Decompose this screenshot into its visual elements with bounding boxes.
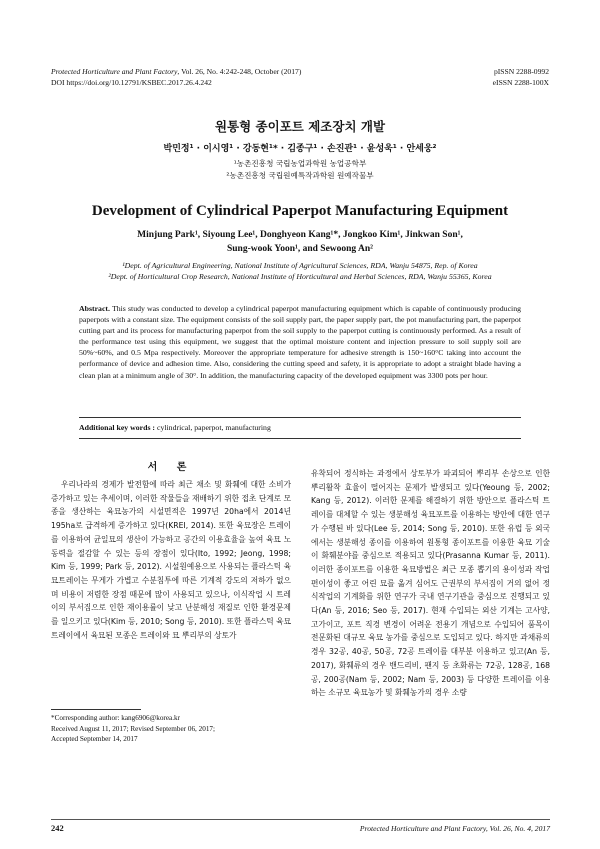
received-dates: Received August 11, 2017; Revised September 06, 2017; bbox=[51, 724, 216, 733]
footer-divider bbox=[51, 819, 550, 820]
english-authors bbox=[120, 228, 480, 256]
korean-affiliation-2: ²농촌진흥청 국립원예특작과학원 원예작물부 bbox=[226, 171, 374, 180]
abstract-text: This study was conducted to develop a cylindrical paperpot manufacturing equipment which is capable of continuously producing paperpots with a constant size. The equipment consists of the soil supply part, the paper supply part, the pot manufacturing part, the paperpot cutting part and its process for manufacturing paperpot from the soil supply to the paperpot cutting is continuously performed. As a result of the performance test using this equipment, we suggest that the optimal moisture content and injection pressure to soil supply soil are 50%~60%, and 0.5 Mpa respectively. Moreover the appropriate temperature for adhesive strength is 150~160°C taking into account the performance of device and adhesion time. Also, considering the cutting speed and safety, it is appropriate to adopt a straight blade having a clean plan at a minimum angle of 30°. In addition, the manufacturing capacity of the developed equipment was 3300 pots per hour. bbox=[79, 304, 521, 380]
keywords-label: Additional key words : bbox=[79, 423, 156, 432]
corresponding-author: *Corresponding author: kang6906@korea.kr bbox=[51, 714, 180, 722]
page-number: 242 bbox=[51, 823, 64, 833]
abstract bbox=[79, 303, 521, 381]
korean-affiliation-1: ¹농촌진흥청 국립농업과학원 농업공학부 bbox=[233, 159, 367, 168]
english-affiliation-1: ¹Dept. of Agricultural Engineering, National Institute of Agricultural Sciences, RDA, Wanju 54875, Rep. of Korea bbox=[122, 261, 478, 270]
right-column bbox=[311, 467, 550, 700]
citation-details: , Vol. 26, No. 4:242-248, October (2017) bbox=[177, 67, 302, 76]
english-authors-line-1: Minjung Park¹, Siyoung Lee¹, Donghyeon Kang¹*, Jongkoo Kim¹, Jinkwan Son¹, bbox=[137, 230, 463, 240]
issn-header bbox=[419, 66, 549, 88]
citation-journal: Protected Horticulture and Plant Factory bbox=[51, 67, 178, 76]
pissn: pISSN 2288-0992 bbox=[493, 67, 549, 76]
left-paragraph: 우리나라의 경제가 발전함에 따라 최근 채소 및 화훼에 대한 소비가 증가하고 있는 추세이며, 이러한 작물들을 재배하기 위한 접초 단계로 모종을 생산하는 육묘농가의 시설면적은 1997년 20ha에서 2014년 195ha로 급격하게 증가하고 있다(KREI, 2014). 또한 육묘장은 트레이를 이용하여 균일묘의 생산이 가능하고 공간의 이용효율을 높여 육묘 노동력을 절감할 수 있는 등의 장점이 있다(Ito, 1992; Jeong, 1998; Kim 등, 1999; Park 등, 2012). 시설원예용으로 사용되는 플라스틱 육묘트레이는 무게가 가볍고 수분침투에 따른 기계적 강도의 저하가 없으며 비용이 저렴한 장점 때문에 많이 사용되고 있으나, 이식작업 시 트레이의 부서짐으로 인한 재이용률이 낮고 난분해성 재질로 인한 환경문제를 일으키고 있다(Kim 등, 2010; Song 등, 2010). 또한 플라스틱 육묘 트레이에서 육묘된 모종은 트레이와 묘 뿌리부의 상토가 bbox=[51, 480, 291, 640]
keywords-divider bbox=[79, 438, 521, 439]
section-title-introduction: 서 론 bbox=[147, 462, 195, 473]
footnote bbox=[51, 713, 296, 745]
keywords-text: cylindrical, paperpot, manufacturing bbox=[155, 423, 271, 432]
footer-journal: Protected Horticulture and Plant Factory, Vol. 26, No. 4, 2017 bbox=[359, 824, 550, 833]
english-affiliation-2: ²Dept. of Horticultural Crop Research, National Institute of Horticultural and Herbal Sciences, RDA, Wanju 55365, Korea bbox=[108, 272, 492, 281]
abstract-label: Abstract. bbox=[79, 304, 110, 313]
korean-authors: 박민정¹ · 이시영¹ · 강동현¹* · 김종구¹ · 손진관¹ · 윤성욱¹ · 안세웅² bbox=[163, 144, 437, 154]
eissn: eISSN 2288-100X bbox=[492, 78, 549, 87]
citation-header bbox=[51, 66, 431, 88]
doi: DOI https://doi.org/10.12791/KSBEC.2017.26.4.242 bbox=[51, 78, 212, 87]
footnote-divider bbox=[51, 709, 141, 710]
left-column bbox=[51, 478, 291, 642]
citation-line bbox=[51, 66, 431, 77]
keywords bbox=[79, 417, 521, 432]
accepted-date: Accepted September 14, 2017 bbox=[51, 735, 138, 743]
english-title: Development of Cylindrical Paperpot Manufacturing Equipment bbox=[91, 203, 509, 219]
right-paragraph: 유착되어 정식하는 과정에서 상토부가 파괴되어 뿌리부 손상으로 인한 뿌리활착 효율이 떨어지는 문제가 발생되고 있다(Yeoung 등, 2002; Kang 등, 2012). 이러한 문제를 해결하기 위한 방안으로 플라스틱 트레이를 대체할 수 있는 생분해성 육묘포트를 이용하는 방안에 대한 연구가 수행된 바 있다(Lee 등, 2014; Song 등, 2010). 또한 유럽 등 외국에서는 생분해성 종이를 이용하여 원통형 종이포트를 이용한 육묘 기술이 화훼분야를 중심으로 적용되고 있다(Prasanna Kumar 등, 2011). 이러한 종이포트를 이용한 육묘방법은 최근 모종 뽑기의 용이성과 작업 편이성이 좋고 어린 묘를 옮겨 심어도 근권부의 부서짐이 거의 없어 정식작업의 기계화를 위한 연구가 국내 연구기관을 중심으로 진행되고 있다(An 등, 2016; Seo 등, 2017). 현재 수입되는 외산 기계는 고사양, 고가이고, 포트 직경 변경이 어려운 전용기 개념으로 수입되어 품목이 전문화된 대규모 육묘 농가를 중심으로 도입되고 있다. 하지만 과채류의 경우 32공, 40공, 50공, 72공 트레이를 대부분 이용하고 있고(An 등, 2017), 화훼류의 경우 밴드리비, 팬지 등 초화류는 72공, 128공, 168공, 200공(Nam 등, 2002; Nam 등, 2003) 등 다양한 트레이를 이용하는 소규모 육묘농가 및 화훼농가의 경우 소량 bbox=[311, 469, 550, 698]
korean-title: 원통형 종이포트 제조장치 개발 bbox=[214, 119, 386, 134]
english-authors-line-2: Sung-wook Yoon¹, and Sewoong An² bbox=[226, 244, 374, 254]
